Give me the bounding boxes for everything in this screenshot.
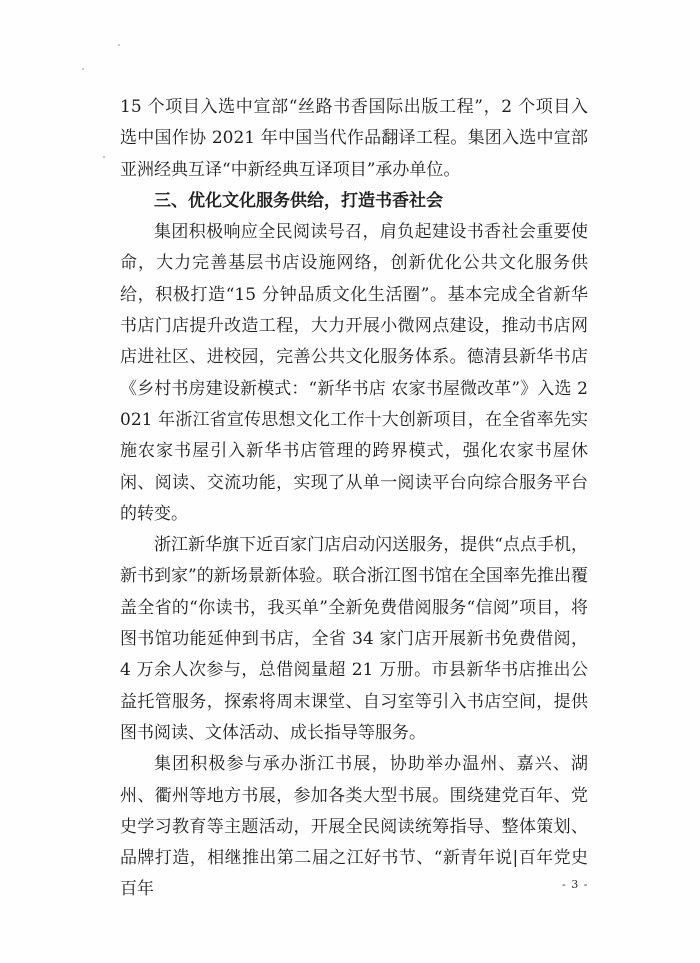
section-heading: 三、优化文化服务供给，打造书香社会 <box>154 190 443 211</box>
paragraph-3: 浙江新华旗下近百家门店启动闪送服务，提供“点点手机，新书到家”的新场景新体验。联合浙江图书馆在全国率先推出覆盖全省的“你读书，我买单”全新免费借阅服务“信阅”项目，将图书馆功能延伸到书店，全省 34 家门店开展新书免费借阅，4 万余人次参与，总借阅量超 21 万册。市县新华书店推出公益托管服务，探索将周末课堂、自习室等引入书店空间，提供图书阅读、文体活动、成长指导等服务。 <box>120 535 588 743</box>
paragraph-1: 15 个项目入选中宣部“丝路书香国际出版工程”，2 个项目入选中国作协 2021 年中国当代作品翻译工程。集团入选中宣部亚洲经典互译“中新经典互译项目”承办单位。 <box>120 97 588 180</box>
page-number: - 3 - <box>562 878 589 891</box>
paragraph-2: 集团积极响应全民阅读号召，肩负起建设书香社会重要使命，大力完善基层书店设施网络，创新优化公共文化服务供给，积极打造“15 分钟品质文化生活圈”。基本完成全省新华书店门店提升改造工程，大力开展小微网点建设，推动书店网店进社区、进校园，完善公共文化服务体系。德清县新华书店《乡村书房建设新模式：“新华书店 农家书屋微改革”》入选 2021 年浙江省宣传思想文化工作十大创新项目，在全省率先实施农家书屋引入新华书店管理的跨界模式，强化农家书屋休闲、阅读、交流功能，实现了从单一阅读平台向综合服务平台的转变。 <box>120 222 588 524</box>
scan-speck <box>118 44 120 46</box>
scan-speck <box>103 156 105 158</box>
document-body <box>120 92 588 906</box>
paragraph-4: 集团积极参与承办浙江书展，协助举办温州、嘉兴、湖州、衢州等地方书展，参加各类大型书展。围绕建党百年、党史学习教育等主题活动，开展全民阅读统筹指导、整体策划、品牌打造，相继推出第二届之江好书节、“新青年说|百年党史 百年 <box>120 754 588 900</box>
scan-speck <box>82 68 84 70</box>
